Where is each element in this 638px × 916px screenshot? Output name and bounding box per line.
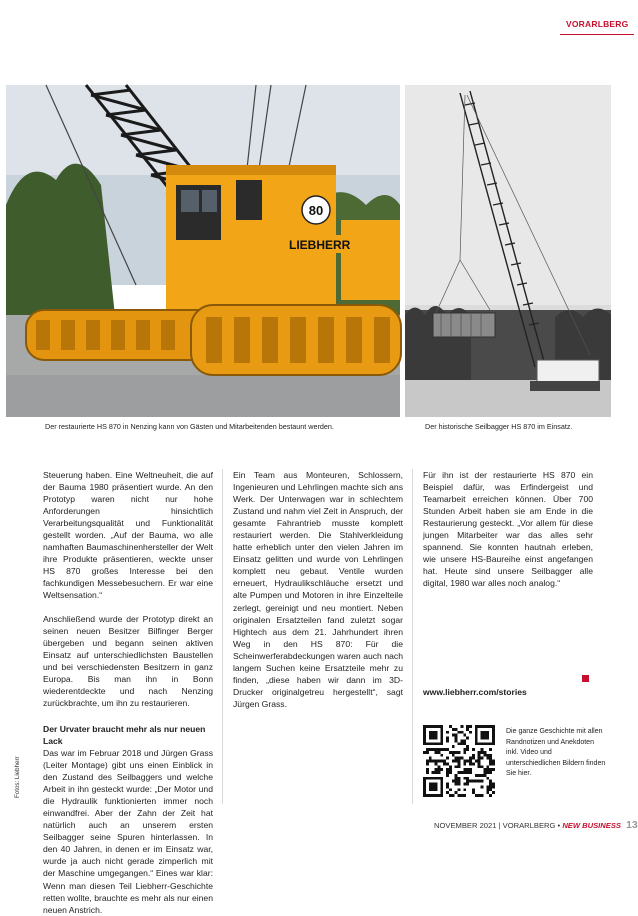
- brand-lettering: LIEBHERR: [289, 238, 351, 252]
- section-rule: [560, 34, 634, 35]
- article-column-1: [43, 469, 213, 721]
- historic-photo-caption: Der historische Seilbagger HS 870 im Einsatz.: [425, 422, 573, 431]
- paragraph: Ein Team aus Monteuren, Schlossern, Ingenieuren und Lehrlingen machte sich ans Werk. Der Unterwagen war in schlechtem Zustand und nahm viel Zeit in Anspruch, der gesamte Fahrantrieb musste komplett restauriert werden. Die Stahlverkleidung hatte erheblich unter den vielen Jahren im Einsatz gelitten und wurde von Lehrlingen komplett neu gebaut. Ventile wurden erneuert, Hydraulikschläuche ersetzt und alte Pumpen und Motoren in ihre Einzelteile zerlegt, gereinigt und neu montiert. Neben originalen Ersatzteilen fand zuletzt sogar Hightech aus dem 21. Jahrhundert ihren Weg in den HS 870: Für die Scheinwerferabdeckungen waren auch nach langem Suchen keine Ersatzteile mehr zu finden, „diese haben wir dann im 3D-Drucker originalgetreu hergestellt“, sagt Jürgen Grass.: [233, 470, 403, 709]
- qr-description: Die ganze Geschichte mit allen Randnotizen und Anekdoten inkl. Video und unterschiedlichen Bildern finden Sie hier.: [506, 728, 606, 777]
- section-label: VORARLBERG: [566, 19, 629, 29]
- page-number: 13: [626, 819, 638, 831]
- page-footer: [434, 819, 638, 831]
- paragraph: Steuerung haben. Eine Weltneuheit, die auf der Bauma 1980 präsentiert wurde. An den Prototyp waren nicht nur hohe Anforderungen hinsichtlich Verarbeitungsqualität und Funktionalität gestellt worden. „Auf der Bauma, wo alle namhaften Baumaschinenhersteller der Welt ihre Produkte präsentieren, weckte unser HS 870 großes Interesse bei den fachkundigen Messebesuchern. Er war eine Weltsensation.“: [43, 470, 213, 601]
- article-end-mark: [582, 675, 589, 682]
- column-divider: [222, 469, 223, 804]
- article-column-3: [423, 469, 593, 673]
- article-column-1-continued: [43, 747, 213, 915]
- article-column-2: [233, 469, 403, 805]
- cab-number-badge: 80: [308, 203, 324, 218]
- paragraph: Für ihn ist der restaurierte HS 870 ein Beispiel dafür, was Erfindergeist und Teamarbeit erreichen können. Über 700 Stunden Arbeit haben sie am Ende in die Restaurierung gesteckt. „Vor allem für diese jungen Mitarbeiter war das alles sehr spannend. Sie konnten hautnah erleben, wie unsere HS-Baureihe einst angefangen hat. Heute sind unsere Seilbagger alle digital, 1980 war alles noch analog.“: [423, 470, 593, 589]
- main-crane-photo: [6, 85, 400, 417]
- paragraph: Anschließend wurde der Prototyp direkt an seinen neuen Besitzer Bilfinger Berger übergeben und begann seinen aktiven Einsatz auf unterschiedlichsten Baustellen und bei verschiedensten Besitzern in ganz Europa. Bis man ihn in Bonn wiederentdeckte und nach Nenzing zurückbrachte, um ihn zu restaurieren.: [43, 614, 213, 709]
- footer-separator: •: [557, 821, 563, 830]
- paragraph: Das war im Februar 2018 und Jürgen Grass (Leiter Montage) gibt uns einen Einblick in den Zustand des Seilbaggers und welche Arbeit in ihn gesteckt wurde: „Der Motor und die Hydraulik funktionierten immer noch einwandfrei. Aber der Zahn der Zeit hat natürlich auch an unserem ersten Seilbagger seine Spuren hinterlassen. In den 40 Jahren, in denen er im Einsatz war, wurde ja auch nicht gerade zimperlich mit der Maschine umgegangen.“ Eines war klar: Wenn man diesen Teil Liebherr-Geschichte retten wollte, brauchte es mehr als nur einen neuen Anstrich.: [43, 748, 213, 915]
- issue-label: NOVEMBER 2021 | VORARLBERG: [434, 821, 556, 830]
- magazine-brand: NEW BUSINESS: [562, 821, 621, 830]
- qr-code[interactable]: [423, 725, 495, 797]
- stories-link[interactable]: www.liebherr.com/stories: [423, 687, 527, 697]
- historic-crane-photo: [405, 85, 611, 417]
- main-photo-caption: Der restaurierte HS 870 in Nenzing kann von Gästen und Mitarbeitenden bestaunt werden.: [45, 422, 334, 431]
- photo-credit: Fotos: Liebherr: [14, 756, 21, 798]
- section-subheading: Der Urvater braucht mehr als nur neuen Lack: [43, 724, 206, 747]
- column-divider: [412, 469, 413, 804]
